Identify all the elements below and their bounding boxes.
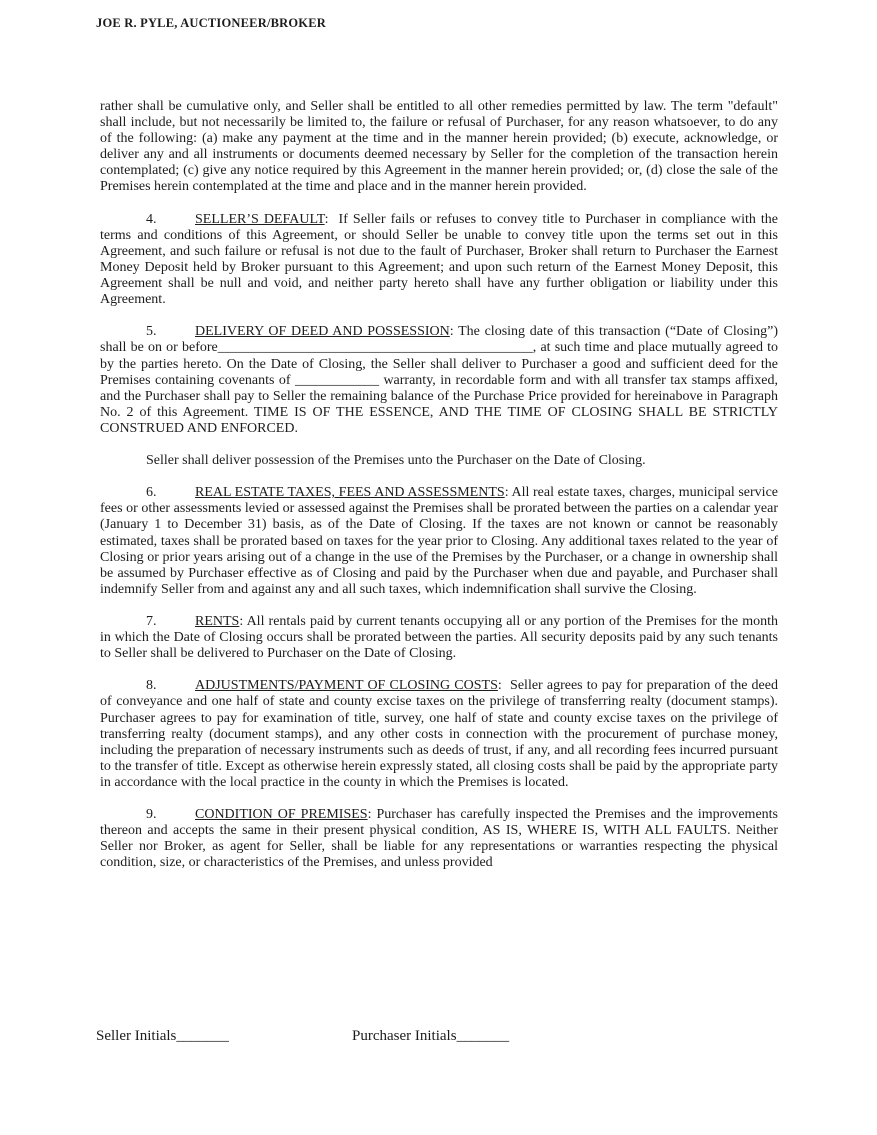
- paragraph-text: Seller shall deliver possession of the Premises unto the Purchaser on the Date of Closing.: [146, 453, 646, 469]
- paragraph-4-sellers-default: [100, 212, 778, 309]
- warranty-type-blank-field: ____________: [295, 372, 380, 388]
- paragraph-text: : Purchaser has carefully inspected the Premises and the improvements thereon and accepts the same in their present physical condition, AS IS, WHERE IS, WITH ALL FAULTS. Neither Seller nor Broker, as agent for Seller, shall be liable for any representations or warranties respecting the physical condition, size, or characteristics of the Premises, and unless provided: [100, 807, 779, 871]
- section-heading-real-estate-taxes: REAL ESTATE TAXES, FEES AND ASSESSMENTS: [195, 485, 505, 501]
- section-heading-rents: RENTS: [195, 614, 240, 629]
- paragraph-text: warranty, in recordable form and with all transfer tax stamps affixed, and the Purchaser shall pay to Seller the remaining balance of the Purchase Price provided for hereinabove in Paragraph No. 2 of this Agreement. TIME IS OF THE ESSENCE, AND THE TIME OF CLOSING SHALL BE STRICTLY CONSTRUED AND ENFORCED.: [100, 372, 778, 436]
- paragraph-9-condition-of-premises: [100, 807, 778, 871]
- paragraph-6-real-estate-taxes: [100, 485, 778, 598]
- paragraph-text: : Seller agrees to pay for preparation of the deed of conveyance and one half of state and county excise taxes on the privilege of transferring realty (document stamps). Purchaser agrees to pay for examination of title, survey, one half of state and county excise taxes on the privilege of transferring realty (document stamps), and any other costs in connection with the procurement of purchase money, including the preparation of necessary instruments such as deeds of trust, if any, and all recording fees incurred pursuant to the transfer of title. Except as otherwise herein expressly stated, all closing costs shall be paid by the appropriate party in accordance with the local practice in the county in which the Premises is located.: [100, 678, 778, 790]
- seller-initials-blank-field: _______: [176, 1028, 229, 1044]
- purchaser-initials-blank-field: _______: [456, 1028, 510, 1044]
- section-heading-sellers-default: SELLER’S DEFAULT: [195, 211, 325, 227]
- paragraph-default-remedies-continuation: [100, 99, 778, 196]
- section-heading-condition-of-premises: CONDITION OF PREMISES: [195, 807, 368, 823]
- paragraph-7-rents: [100, 614, 778, 662]
- purchaser-initials: [352, 1028, 509, 1045]
- paragraph-5-delivery-of-deed: [100, 324, 778, 437]
- paragraph-number: 4.: [146, 211, 157, 227]
- paragraph-text: : The closing date of this transaction (“Date of Closing”) shall be on or before: [100, 324, 778, 356]
- section-heading-closing-costs: ADJUSTMENTS/PAYMENT OF CLOSING COSTS: [195, 678, 498, 694]
- paragraph-8-closing-costs: [100, 678, 778, 791]
- paragraph-text: , at such time and place mutually agreed to by the parties hereto. On the Date of Closing, the Seller shall deliver to Purchaser a good and sufficient deed for the Premises containing covenants of: [100, 340, 778, 388]
- paragraph-number: 8.: [146, 678, 157, 694]
- paragraph-text: : All rentals paid by current tenants occupying all or any portion of the Premises for the month in which the Date of Closing occurs shall be prorated between the parties. All security deposits paid by any such tenants to Seller shall be delivered to Purchaser on the Date of Closing.: [100, 614, 778, 662]
- paragraph-text: : If Seller fails or refuses to convey title to Purchaser in compliance with the terms and conditions of this Agreement, or should Seller be unable to convey title upon the terms set out in this Agreement, and such failure or refusal is not due to the fault of Purchaser, Broker shall return to Purchaser the Earnest Money Deposit held by Broker pursuant to this Agreement; and upon such return of the Earnest Money Deposit, this Agreement shall be null and void, and neither party hereto shall have any further obligation or liability under this Agreement.: [100, 211, 779, 308]
- paragraph-text: rather shall be cumulative only, and Seller shall be entitled to all other remedies permitted by law. The term "default" shall include, but not necessarily be limited to, the failure or refusal of Purchaser, for any reason whatsoever, to do any of the following: (a) make any payment at the time and in the manner herein provided; (b) execute, acknowledge, or deliver any and all instruments or documents deemed necessary by Seller for the completion of the transaction herein contemplated; (c) give any notice required by this Agreement in the manner herein provided; or, (d) close the sale of the Premises herein contemplated at the time and place and in the manner herein provided.: [100, 99, 778, 195]
- broker-header: JOE R. PYLE, AUCTIONEER/BROKER: [96, 16, 326, 30]
- paragraph-possession: [100, 453, 778, 469]
- section-heading-delivery-of-deed: DELIVERY OF DEED AND POSSESSION: [195, 324, 450, 340]
- paragraph-text: : All real estate taxes, charges, municipal service fees or other assessments levied or assessed against the Premises shall be prorated between the parties on a calendar year (January 1 to December 31) basis, as of the Date of Closing. If the taxes are not known or cannot be reasonably estimated, taxes shall be prorated based on taxes for the year prior to Closing. Any additional taxes related to the year of Closing or prior years arising out of a change in the use of the Premises by the Purchaser, or a change in ownership shall be assumed by Purchaser effective as of Closing and paid by the Purchaser when due and payable, and Purchaser shall indemnify Seller from and against any and all such taxes, which indemnification shall survive the Closing.: [100, 485, 779, 597]
- paragraph-number: 6.: [146, 485, 157, 501]
- document-body: [100, 99, 778, 888]
- paragraph-number: 7.: [146, 614, 157, 629]
- purchaser-initials-label: Purchaser Initials: [352, 1028, 457, 1044]
- paragraph-number: 9.: [146, 807, 157, 823]
- seller-initials-label: Seller Initials: [96, 1028, 177, 1044]
- closing-date-blank-field: _____________________________________________: [217, 340, 533, 356]
- paragraph-number: 5.: [146, 324, 157, 340]
- seller-initials: [96, 1028, 229, 1045]
